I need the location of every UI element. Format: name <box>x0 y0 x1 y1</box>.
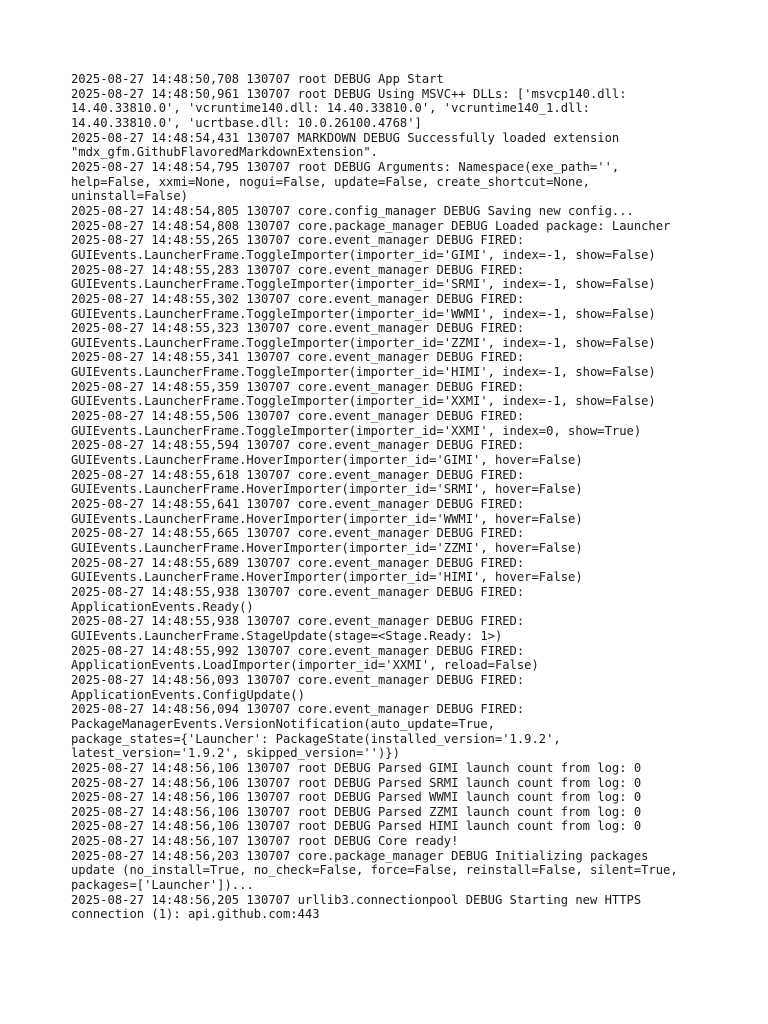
log-line: 2025-08-27 14:48:55,283 130707 core.event_manager DEBUG FIRED: <box>71 262 525 277</box>
log-line: 2025-08-27 14:48:56,203 130707 core.package_manager DEBUG Initializing packages <box>71 848 649 863</box>
log-line: GUIEvents.LauncherFrame.HoverImporter(importer_id='SRMI', hover=False) <box>71 482 583 497</box>
log-line: 2025-08-27 14:48:55,323 130707 core.event_manager DEBUG FIRED: <box>71 321 525 336</box>
log-line: 2025-08-27 14:48:54,431 130707 MARKDOWN DEBUG Successfully loaded extension <box>71 130 620 145</box>
log-line: 2025-08-27 14:48:55,341 130707 core.event_manager DEBUG FIRED: <box>71 350 525 365</box>
log-line: PackageManagerEvents.VersionNotification(auto_update=True, <box>71 716 495 731</box>
log-line: 2025-08-27 14:48:50,961 130707 root DEBUG Using MSVC++ DLLs: ['msvcp140.dll: <box>71 86 627 101</box>
log-line: packages=['Launcher'])... <box>71 878 254 893</box>
log-line: connection (1): api.github.com:443 <box>71 907 320 922</box>
log-line: GUIEvents.LauncherFrame.ToggleImporter(importer_id='SRMI', index=-1, show=False) <box>71 277 656 292</box>
log-line: GUIEvents.LauncherFrame.StageUpdate(stage=<Stage.Ready: 1>) <box>71 628 503 643</box>
log-line: 2025-08-27 14:48:56,106 130707 root DEBUG Parsed WWMI launch count from log: 0 <box>71 790 642 805</box>
log-line: 2025-08-27 14:48:55,938 130707 core.event_manager DEBUG FIRED: <box>71 614 525 629</box>
log-line: package_states={'Launcher': PackageState(installed_version='1.9.2', <box>71 731 561 746</box>
log-line: 14.40.33810.0', 'vcruntime140.dll: 14.40.33810.0', 'vcruntime140_1.dll: <box>71 101 590 116</box>
log-line: update (no_install=True, no_check=False, force=False, reinstall=False, silent=True, <box>71 863 678 878</box>
log-line: 2025-08-27 14:48:55,618 130707 core.event_manager DEBUG FIRED: <box>71 467 525 482</box>
log-line: 2025-08-27 14:48:56,205 130707 urllib3.connectionpool DEBUG Starting new HTTPS <box>71 892 642 907</box>
log-line: latest_version='1.9.2', skipped_version='')}) <box>71 746 400 761</box>
log-line: 2025-08-27 14:48:56,094 130707 core.event_manager DEBUG FIRED: <box>71 702 525 717</box>
log-line: 2025-08-27 14:48:55,594 130707 core.event_manager DEBUG FIRED: <box>71 438 525 453</box>
log-line: 2025-08-27 14:48:54,805 130707 core.config_manager DEBUG Saving new config... <box>71 203 634 218</box>
log-line: uninstall=False) <box>71 189 188 204</box>
log-line: GUIEvents.LauncherFrame.HoverImporter(importer_id='HIMI', hover=False) <box>71 570 583 585</box>
log-line: GUIEvents.LauncherFrame.ToggleImporter(importer_id='HIMI', index=-1, show=False) <box>71 365 656 380</box>
log-line: "mdx_gfm.GithubFlavoredMarkdownExtension". <box>71 145 378 160</box>
log-line: ApplicationEvents.Ready() <box>71 599 254 614</box>
log-line: ApplicationEvents.LoadImporter(importer_id='XXMI', reload=False) <box>71 658 539 673</box>
log-text-block <box>71 72 761 922</box>
log-line: 2025-08-27 14:48:55,689 130707 core.event_manager DEBUG FIRED: <box>71 555 525 570</box>
log-line: 2025-08-27 14:48:56,093 130707 core.event_manager DEBUG FIRED: <box>71 672 525 687</box>
log-line: 2025-08-27 14:48:54,808 130707 core.package_manager DEBUG Loaded package: Launcher <box>71 218 671 233</box>
log-line: GUIEvents.LauncherFrame.ToggleImporter(importer_id='XXMI', index=-1, show=False) <box>71 394 656 409</box>
log-line: 2025-08-27 14:48:56,106 130707 root DEBUG Parsed SRMI launch count from log: 0 <box>71 775 642 790</box>
log-line: 2025-08-27 14:48:56,106 130707 root DEBUG Parsed GIMI launch count from log: 0 <box>71 760 642 775</box>
log-line: 2025-08-27 14:48:50,708 130707 root DEBUG App Start <box>71 72 444 86</box>
log-line: help=False, xxmi=None, nogui=False, update=False, create_shortcut=None, <box>71 174 590 189</box>
log-line: 2025-08-27 14:48:55,641 130707 core.event_manager DEBUG FIRED: <box>71 497 525 512</box>
log-line: GUIEvents.LauncherFrame.ToggleImporter(importer_id='XXMI', index=0, show=True) <box>71 423 642 438</box>
log-line: 2025-08-27 14:48:56,106 130707 root DEBUG Parsed ZZMI launch count from log: 0 <box>71 804 642 819</box>
log-line: 2025-08-27 14:48:56,107 130707 root DEBUG Core ready! <box>71 834 459 849</box>
log-line: 2025-08-27 14:48:55,506 130707 core.event_manager DEBUG FIRED: <box>71 409 525 424</box>
log-line: GUIEvents.LauncherFrame.ToggleImporter(importer_id='GIMI', index=-1, show=False) <box>71 247 656 262</box>
log-line: GUIEvents.LauncherFrame.ToggleImporter(importer_id='WWMI', index=-1, show=False) <box>71 306 656 321</box>
log-line: 2025-08-27 14:48:55,265 130707 core.event_manager DEBUG FIRED: <box>71 233 525 248</box>
log-line: GUIEvents.LauncherFrame.HoverImporter(importer_id='WWMI', hover=False) <box>71 511 583 526</box>
log-line: 2025-08-27 14:48:54,795 130707 root DEBUG Arguments: Namespace(exe_path='', <box>71 159 620 174</box>
log-line: 2025-08-27 14:48:55,938 130707 core.event_manager DEBUG FIRED: <box>71 584 525 599</box>
log-line: GUIEvents.LauncherFrame.ToggleImporter(importer_id='ZZMI', index=-1, show=False) <box>71 335 656 350</box>
log-line: 2025-08-27 14:48:55,359 130707 core.event_manager DEBUG FIRED: <box>71 379 525 394</box>
log-line: GUIEvents.LauncherFrame.HoverImporter(importer_id='GIMI', hover=False) <box>71 453 583 468</box>
log-line: 2025-08-27 14:48:55,665 130707 core.event_manager DEBUG FIRED: <box>71 526 525 541</box>
log-line: ApplicationEvents.ConfigUpdate() <box>71 687 305 702</box>
log-line: 2025-08-27 14:48:56,106 130707 root DEBUG Parsed HIMI launch count from log: 0 <box>71 819 642 834</box>
log-line: 2025-08-27 14:48:55,992 130707 core.event_manager DEBUG FIRED: <box>71 643 525 658</box>
log-line: 14.40.33810.0', 'ucrtbase.dll: 10.0.26100.4768'] <box>71 115 422 130</box>
log-line: 2025-08-27 14:48:55,302 130707 core.event_manager DEBUG FIRED: <box>71 291 525 306</box>
log-line: GUIEvents.LauncherFrame.HoverImporter(importer_id='ZZMI', hover=False) <box>71 541 583 555</box>
